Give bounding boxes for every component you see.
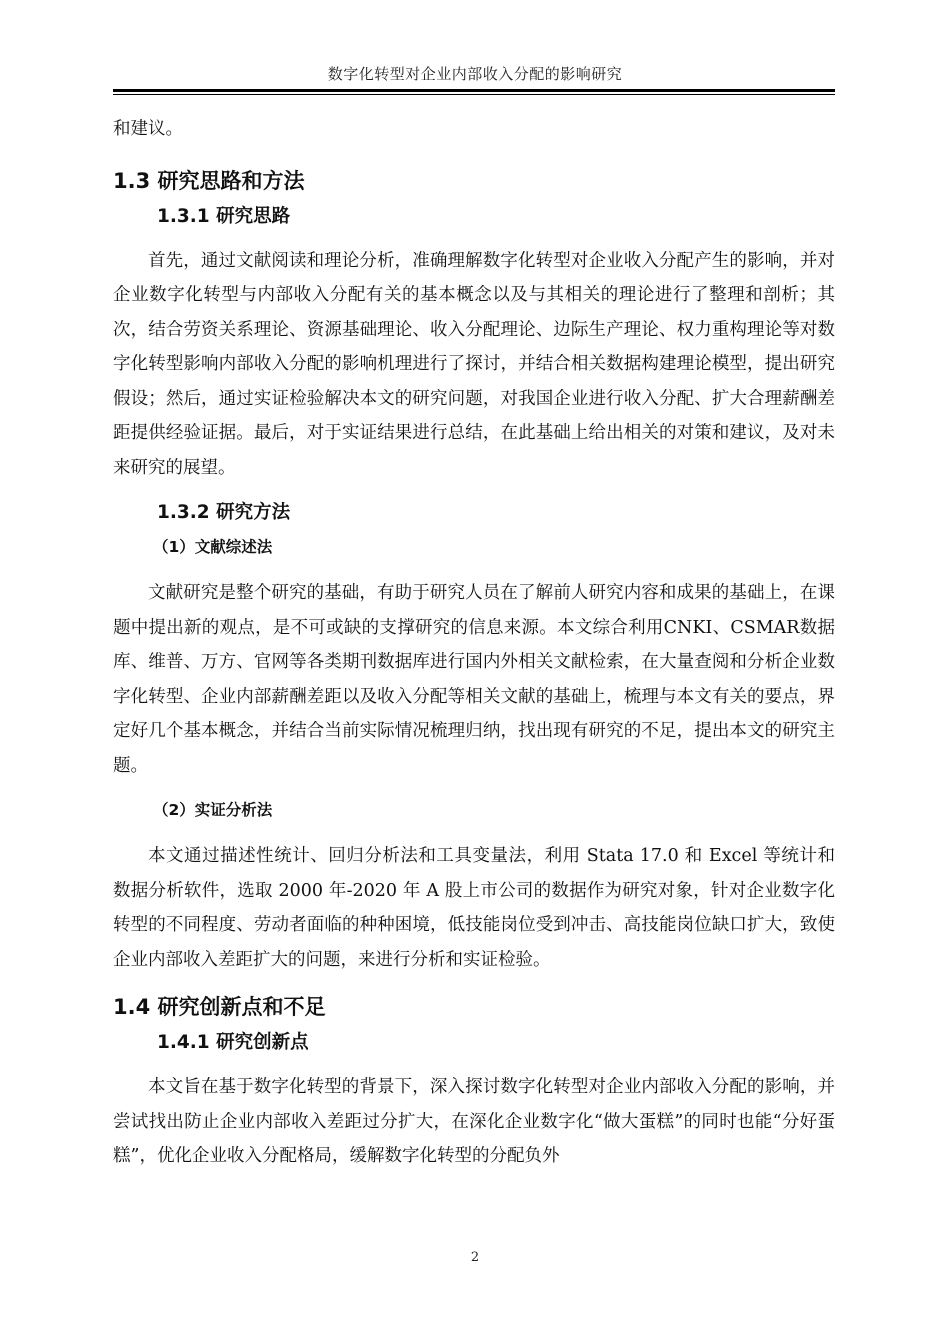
heading-subsection-1-4-1: 1.4.1 研究创新点 [157,1032,309,1053]
heading-subsection-1-3-1: 1.3.1 研究思路 [157,205,291,227]
paragraph-innovations: 本文旨在基于数字化转型的背景下，深入探讨数字化转型对企业内部收入分配的影响，并尝试找出防止企业内部收入差距过分扩大，在深化企业数字化“做大蛋糕”的同时也能“分好蛋糕”，优化企业收入分配格局，缓解数字化转型的分配负外 [113,1077,835,1166]
heading-section-1-3: 1.3 研究思路和方法 [113,168,305,193]
heading-method-literature-review: （1）文献综述法 [153,538,273,556]
page-number: 2 [470,1250,480,1265]
heading-method-empirical-analysis: （2）实证分析法 [153,801,273,819]
header-rule-thin [113,94,835,95]
page-content [113,112,835,1174]
paragraph-continuation: 和建议。 [113,119,183,139]
heading-subsection-1-3-2: 1.3.2 研究方法 [157,502,291,523]
heading-section-1-4: 1.4 研究创新点和不足 [113,995,326,1019]
header-rule-thick [113,89,835,92]
paragraph-research-approach: 首先，通过文献阅读和理论分析，准确理解数字化转型对企业收入分配产生的影响，并对企业数字化转型与内部收入分配有关的基本概念以及与其相关的理论进行了整理和剖析；其次，结合劳资关系理论、资源基础理论、收入分配理论、边际生产理论、权力重构理论等对数字化转型影响内部收入分配的影响机理进行了探讨，并结合相关数据构建理论模型，提出研究假设；然后，通过实证检验解决本文的研究问题，对我国企业进行收入分配、扩大合理薪酬差距提供经验证据。最后，对于实证结果进行总结，在此基础上给出相关的对策和建议，及对未来研究的展望。 [113,250,835,478]
paragraph-literature-review: 文献研究是整个研究的基础，有助于研究人员在了解前人研究内容和成果的基础上，在课题中提出新的观点，是不可或缺的支撑研究的信息来源。本文综合利用CNKI、CSMAR数据库、维普、万方、官网等各类期刊数据库进行国内外相关文献检索，在大量查阅和分析企业数字化转型、企业内部薪酬差距以及收入分配等相关文献的基础上，梳理与本文有关的要点，界定好几个基本概念，并结合当前实际情况梳理归纳，找出现有研究的不足，提出本文的研究主题。 [113,583,835,776]
paragraph-empirical-analysis: 本文通过描述性统计、回归分析法和工具变量法，利用 Stata 17.0 和 Excel 等统计和数据分析软件，选取 2000 年-2020 年 A 股上市公司的数据作为研究对象，针对企业数字化转型的不同程度、劳动者面临的种种困境，低技能岗位受到冲击、高技能岗位缺口扩大，致使企业内部收入差距扩大的问题，来进行分析和实证检验。 [113,846,835,970]
running-header: 数字化转型对企业内部收入分配的影响研究 [327,65,623,83]
